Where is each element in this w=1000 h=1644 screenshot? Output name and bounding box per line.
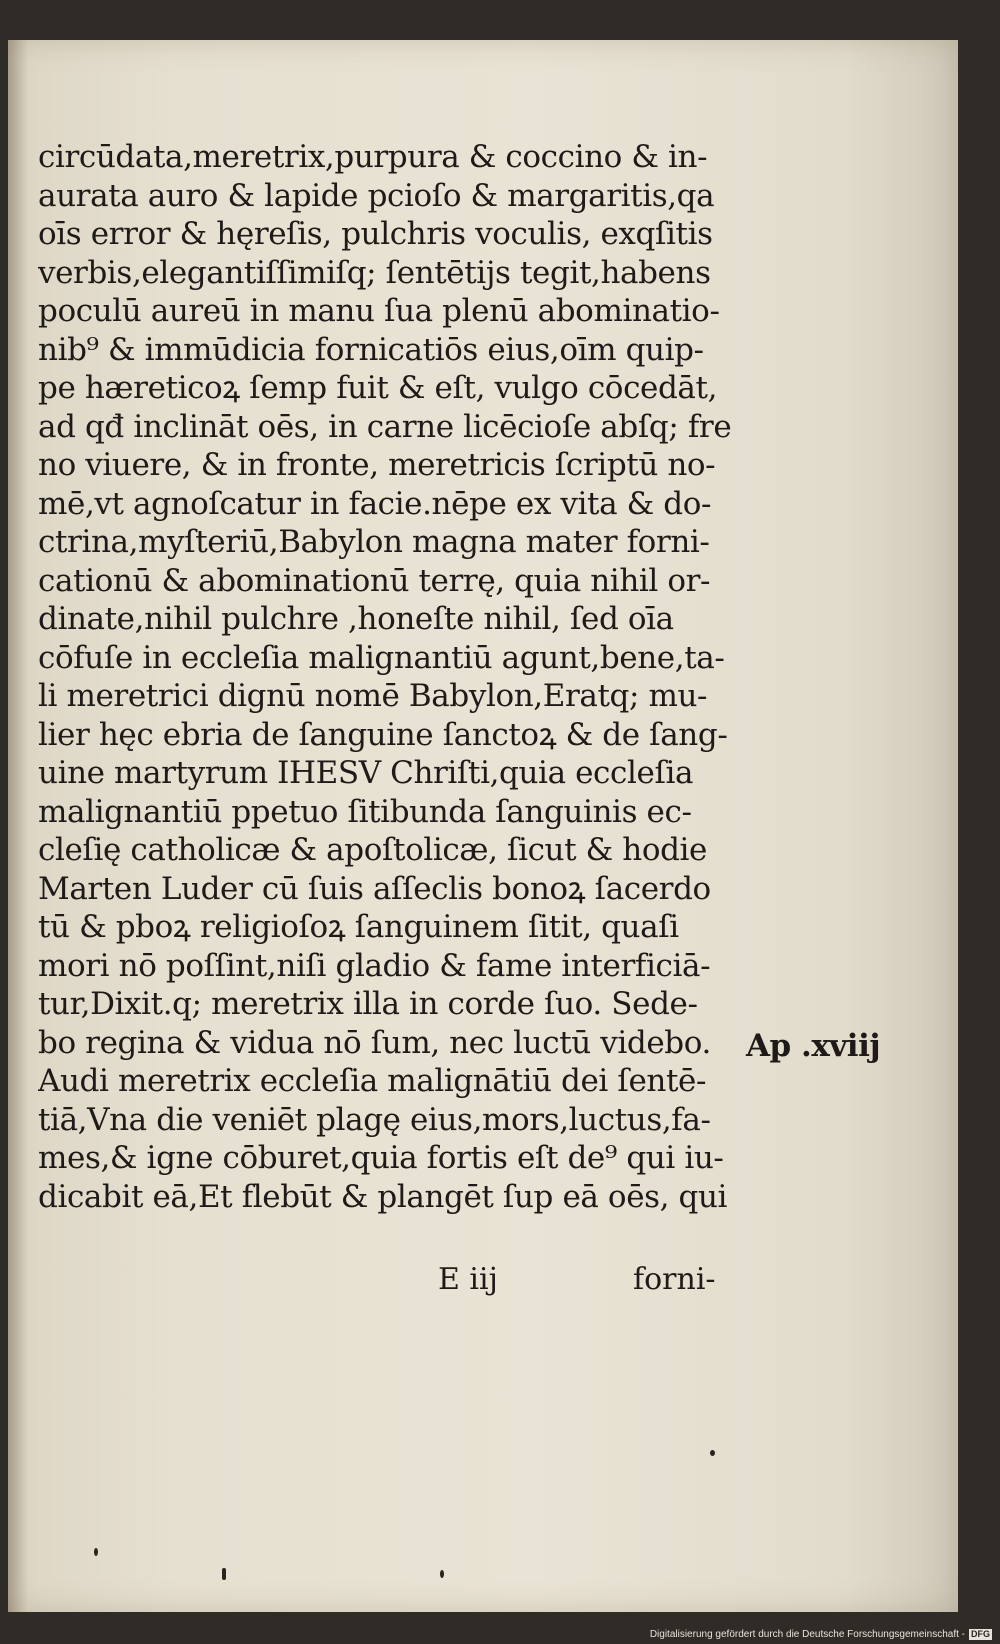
text-line: nib⁹ & immūdicia fornicatiōs eius,oīm quip- xyxy=(38,331,704,368)
text-line: verbis,elegantiſſimiſq; ſentētijs tegit,habens xyxy=(38,254,711,291)
text-line: mes,& igne cōburet,quia fortis eſt de⁹ qui iu- xyxy=(38,1140,724,1176)
ink-speck xyxy=(94,1548,98,1556)
body-text xyxy=(38,138,738,1216)
ink-speck xyxy=(710,1450,715,1456)
text-line: ad qđ inclināt oēs, in carne licēcioſe abſq; fre xyxy=(38,408,732,445)
text-line: dinate,nihil pulchre ,honeſte nihil, ſed oīa xyxy=(38,601,674,637)
text-line: uine martyrum IHESV Chriſti,quia eccleſia xyxy=(38,755,694,791)
text-line: tur,Dixit.q; meretrix illa in corde ſuo. Sede- xyxy=(38,986,698,1022)
text-line: cōfuſe in eccleſia malignantiū agunt,bene,ta- xyxy=(38,639,725,676)
text-line: poculū aureū in manu ſua plenū abominatio- xyxy=(38,293,720,329)
text-line: malignantiū ppetuo ſitibunda ſanguinis ec- xyxy=(38,793,692,830)
text-line: mē,vt agnoſcatur in facie.nēpe ex vita & do- xyxy=(38,485,712,522)
digitization-credit xyxy=(650,1629,992,1640)
text-line: bo regina & vidua nō ſum, nec luctū videbo. xyxy=(38,1024,711,1061)
dfg-logo-icon: DFG xyxy=(971,1629,990,1639)
text-line: no viuere, & in fronte, meretricis ſcriptū no- xyxy=(38,447,716,483)
text-line: Marten Luder cū ſuis aſſeclis bonoꝝ ſacerdo xyxy=(38,870,711,907)
text-line: ctrina,myſteriū,Babylon magna mater forni- xyxy=(38,524,710,560)
text-line: Audi meretrix eccleſia malignātiū dei ſentē- xyxy=(38,1063,707,1099)
ink-speck xyxy=(440,1570,444,1578)
signature-mark: E iij xyxy=(438,1262,498,1297)
ink-speck xyxy=(222,1568,226,1580)
text-line: mori nō poſſint,niſi gladio & fame interficiā- xyxy=(38,947,711,984)
text-line: tiā,Vna die veniēt plagę eius,mors,luctus,fa- xyxy=(38,1101,711,1138)
book-page xyxy=(8,40,958,1612)
text-line: tū & pboꝝ religioſoꝝ ſanguinem ſitit, quaſi xyxy=(38,909,679,945)
text-line: pe hæreticoꝝ ſemp fuit & eſt, vulgo cōcedāt, xyxy=(38,370,718,406)
text-line: li meretrici dignū nomē Babylon,Eratq; mu- xyxy=(38,678,708,714)
marginal-note: Ap .xviij xyxy=(746,1028,881,1064)
text-line: aurata auro & lapide pcioſo & margaritis,qa xyxy=(38,177,715,214)
text-line: oīs error & hęreſis, pulchris voculis, exqſitis xyxy=(38,216,713,252)
text-line: cleſię catholicæ & apoſtolicæ, ſicut & hodie xyxy=(38,832,708,868)
text-line: cationū & abominationū terrę, quia nihil or- xyxy=(38,562,711,599)
text-line: lier hęc ebria de ſanguine ſanctoꝝ & de ſang- xyxy=(38,716,728,753)
credit-text: Digitalisierung gefördert durch die Deutsche Forschungsgemeinschaft - xyxy=(649,1629,965,1640)
catchword: forni- xyxy=(633,1262,716,1297)
text-line: circūdata,meretrix,purpura & coccino & in- xyxy=(38,139,708,175)
text-line: dicabit eā,Et flebūt & plangēt ſup eā oēs, qui xyxy=(38,1178,728,1215)
